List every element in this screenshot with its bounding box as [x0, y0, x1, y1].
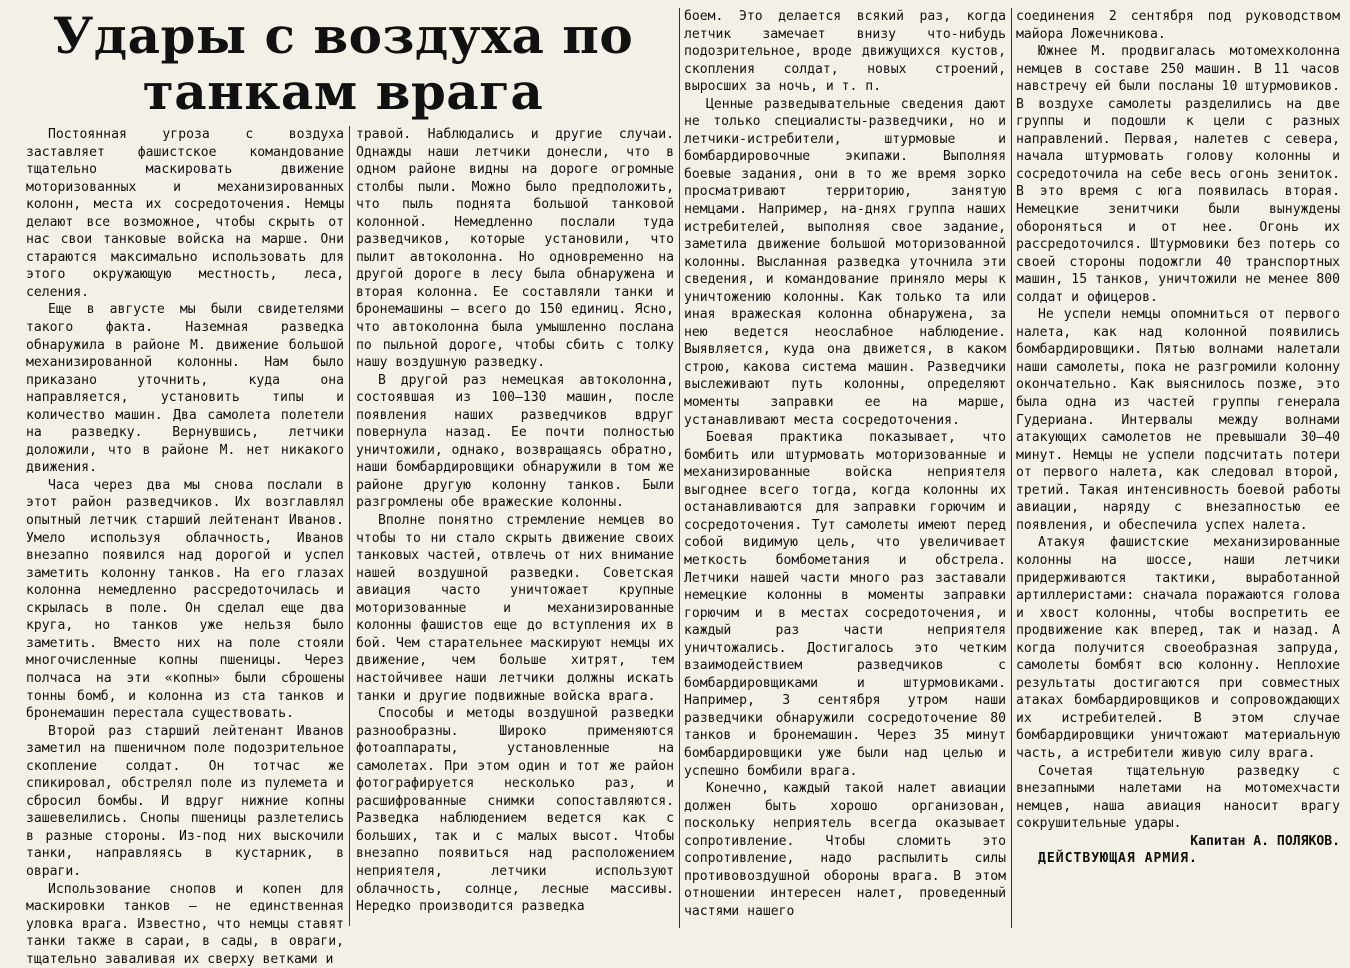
column-divider — [679, 8, 680, 928]
paragraph: Вполне понятно стремление немцев во чтобы то ни стало скрыть движение своих танковых частей, отвлечь от них внимание нашей воздушной разведки. Советская авиация часто уничтожает крупные моторизованные и механизированные колонны фашистов еще до вступления их в бой. Чем старательнее маскируют немцы их движение, чем больше хитрят, тем настойчивее наши летчики должны искать танки и другие подвижные войска врага. — [356, 513, 674, 704]
paragraph: В другой раз немецкая автоколонна, состоявшая из 100—130 машин, после появления наших разведчиков вдруг повернула назад. Ее почти полностью уничтожили, однако, возвращаясь обратно, наши бомбардировщики обнаружили в том же районе другую колонну танков. Были разгромлены обе вражеские колонны. — [356, 372, 674, 511]
paragraph: Второй раз старший лейтенант Иванов заметил на пшеничном поле подозрительное скопление солдат. Он тотчас же спикировал, обстрелял поле из пулемета и сбросил бомбы. И вдруг нижние копны зашевелились. Снопы пшеницы разлетелись в разные стороны. Из-под них выскочили танки, направляясь в кустарник, в овраги. — [26, 723, 344, 879]
article-column-2 — [356, 126, 674, 936]
paragraph: Еще в августе мы были свидетелями такого факта. Наземная разведка обнаружила в районе М. движение большой механизированной колонны. Нам было приказано уточнить, куда она направляется, установить типы и количество машин. Два самолета полетели на разведку. Вернувшись, летчики доложили, что в районе М. нет никакого движения. — [26, 302, 344, 476]
headline-line-2: танкам врага — [142, 62, 544, 121]
paragraph: Способы и методы воздушной разведки разнообразны. Широко применяются фотоаппараты, установленные на самолетах. При этом один и тот же район фотографируется несколько раз, и расшифрованные снимки сопоставляются. Разведка наблюдением ведется как с больших, так и с малых высот. Чтобы внезапно появиться над расположением неприятеля, летчики используют облачность, солнце, лесные массивы. Нередко производится разведка — [356, 706, 674, 915]
author-unit: ДЕЙСТВУЮЩАЯ АРМИЯ. — [1038, 851, 1198, 867]
article-column-1 — [26, 126, 344, 967]
author-signature: Капитан А. ПОЛЯКОВ. — [1190, 833, 1340, 849]
paragraph: Южнее М. продвигалась мотомехколонна немцев в составе 250 машин. В 11 часов навстречу ей были посланы 10 штурмовиков. В воздухе самолеты разделились на две группы и подошли к цели с разных направлений. Первая, налетев с севера, начала штурмовать голову колонны и сосредоточила на себе весь огонь зениток. В это время с юга появилась вторая. Немецкие зенитчики были вынуждены обороняться и от нее. Огонь их рассредоточился. Штурмовики без потерь со своей стороны подожгли 40 транспортных машин, 15 танков, уничтожили не менее 800 солдат и офицеров. — [1016, 44, 1340, 305]
paragraph: Атакуя фашистские механизированные колонны на шоссе, наши летчики придерживаются тактики, выработанной артиллеристами: сначала поражаются голова и хвост колонны, чтобы воспретить ее продвижение как вперед, так и назад. А когда получится своеобразная запруда, самолеты бомбят всю колонну. Неплохие результаты достигаются при совместных атаках бомбардировщиков и сопровождающих их истребителей. В этом случае бомбардировщики уничтожают материальную часть, а истребители живую силу врага. — [1016, 535, 1340, 761]
column-divider — [349, 126, 350, 926]
paragraph: Использование снопов и копен для маскировки танков — не единственная уловка врага. Известно, что немцы ставят танки также в сараи, в сады, в овраги, тщательно заваливая их сверху ветками и — [26, 881, 344, 967]
paragraph: Ценные разведывательные сведения дают не только специалисты-разведчики, но и летчики-истребители, штурмовые и бомбардировочные экипажи. Выполняя боевые задания, они в то же время зорко просматривают территорию, занятую немцами. Например, на-днях группа наших истребителей, выполняя свое задание, заметила движение большой моторизованной колонны. Высланная разведка уточнила эти сведения, и командование приняло меры к уничтожению колонны. Как только та или иная вражеская колонна обнаружена, за нею ведется неослабное наблюдение. Выявляется, куда она движется, в каком строю, какова система машин. Разведчики выслеживают путь колонны, определяют моменты заправки ее на марше, устанавливают места сосредоточения. — [684, 96, 1006, 428]
paragraph: Боевая практика показывает, что бомбить или штурмовать моторизованные и механизированные войска неприятеля выгоднее всего тогда, когда колонны их останавливаются для заправки горючим и сосредоточения. Тут самолеты имеют перед собой видимую цель, что увеличивает меткость бомбометания и обстрела. Летчики нашей части много раз заставали немецкие колонны в моменты заправки горючим и в местах сосредоточения, и каждый раз части неприятеля уничтожались. Достигалось это четким взаимодействием разведчиков с бомбардировщиками и штурмовиками. Например, 3 сентября утром наши разведчики обнаружили сосредоточение 80 танков и бронемашин. Через 35 минут бомбардировщики уже были над целью и успешно бомбили врага. — [684, 430, 1006, 779]
article-headline — [8, 8, 678, 120]
paragraph: Не успели немцы опомниться от первого налета, как над колонной появились бомбардировщики. Пятью волнами налетали наши самолеты, пока не разгромили колонну окончательно. Как выяснилось позже, это была одна из частей группы генерала Гудериана. Интервалы между волнами атакующих самолетов не превышали 30—40 минут. Немцы не успели подсчитать потери от первого налета, как следовал второй, третий. Такая интенсивность боевой работы авиации, наряду с внезапностью ее появления, и обеспечила успех налета. — [1016, 307, 1340, 533]
paragraph: боем. Это делается всякий раз, когда летчик замечает внизу что-нибудь подозрительное, вроде движущихся кустов, скопления солдат, новых строений, выросших за ночь, и т. п. — [684, 9, 1006, 95]
paragraph: травой. Наблюдались и другие случаи. Однажды наши летчики донесли, что в одном районе видны на дороге огромные столбы пыли. Можно было предположить, что пыль поднята большой танковой колонной. Немедленно послали туда разведчиков, которые установили, что пылит автоколонна. Но одновременно на другой дороге в лесу была обнаружена и вторая колонна. Ее составляли танки и бронемашины — всего до 150 единиц. Ясно, что автоколонна была умышленно послана по пыльной дороге, чтобы сбить с толку нашу воздушную разведку. — [356, 127, 674, 371]
article-column-4 — [1016, 8, 1340, 936]
article-column-3 — [684, 8, 1006, 936]
paragraph: Сочетая тщательную разведку с внезапными налетами на мотомехчасти немцев, наша авиация наносит врагу сокрушительные удары. — [1016, 763, 1340, 832]
paragraph: Конечно, каждый такой налет авиации должен быть хорошо организован, поскольку неприятель всегда оказывает сопротивление. Чтобы сломить это сопротивление, надо распылить силы противовоздушной обороны врага. В этом отношении интересен налет, проведенный частями нашего — [684, 781, 1006, 919]
paragraph: Часа через два мы снова послали в этот район разведчиков. Их возглавлял опытный летчик старший лейтенант Иванов. Умело используя облачность, Иванов внезапно появился над дорогой и успел заметить колонну танков. На его глазах колонна немедленно рассредоточилась и скрылась в поле. Он сделал еще два круга, но танков уже нельзя было заметить. Вместо них на поле стояли многочисленные копны пшеницы. Через полчаса на эти «копны» были сброшены тонны бомб, и колонна из ста танков и бронемашин перестала существовать. — [26, 477, 344, 722]
paragraph: Постоянная угроза с воздуха заставляет фашистское командование тщательно маскировать движение моторизованных и механизированных колонн, места их сосредоточения. Немцы делают все возможное, чтобы скрыть от нас свои танковые войска на марше. Они стараются максимально использовать для этого окружающую местность, леса, селения. — [26, 127, 344, 300]
headline-line-1: Удары с воздуха по — [52, 6, 634, 65]
column-divider — [1011, 8, 1012, 928]
paragraph: соединения 2 сентября под руководством майора Ложечникова. — [1016, 9, 1340, 42]
